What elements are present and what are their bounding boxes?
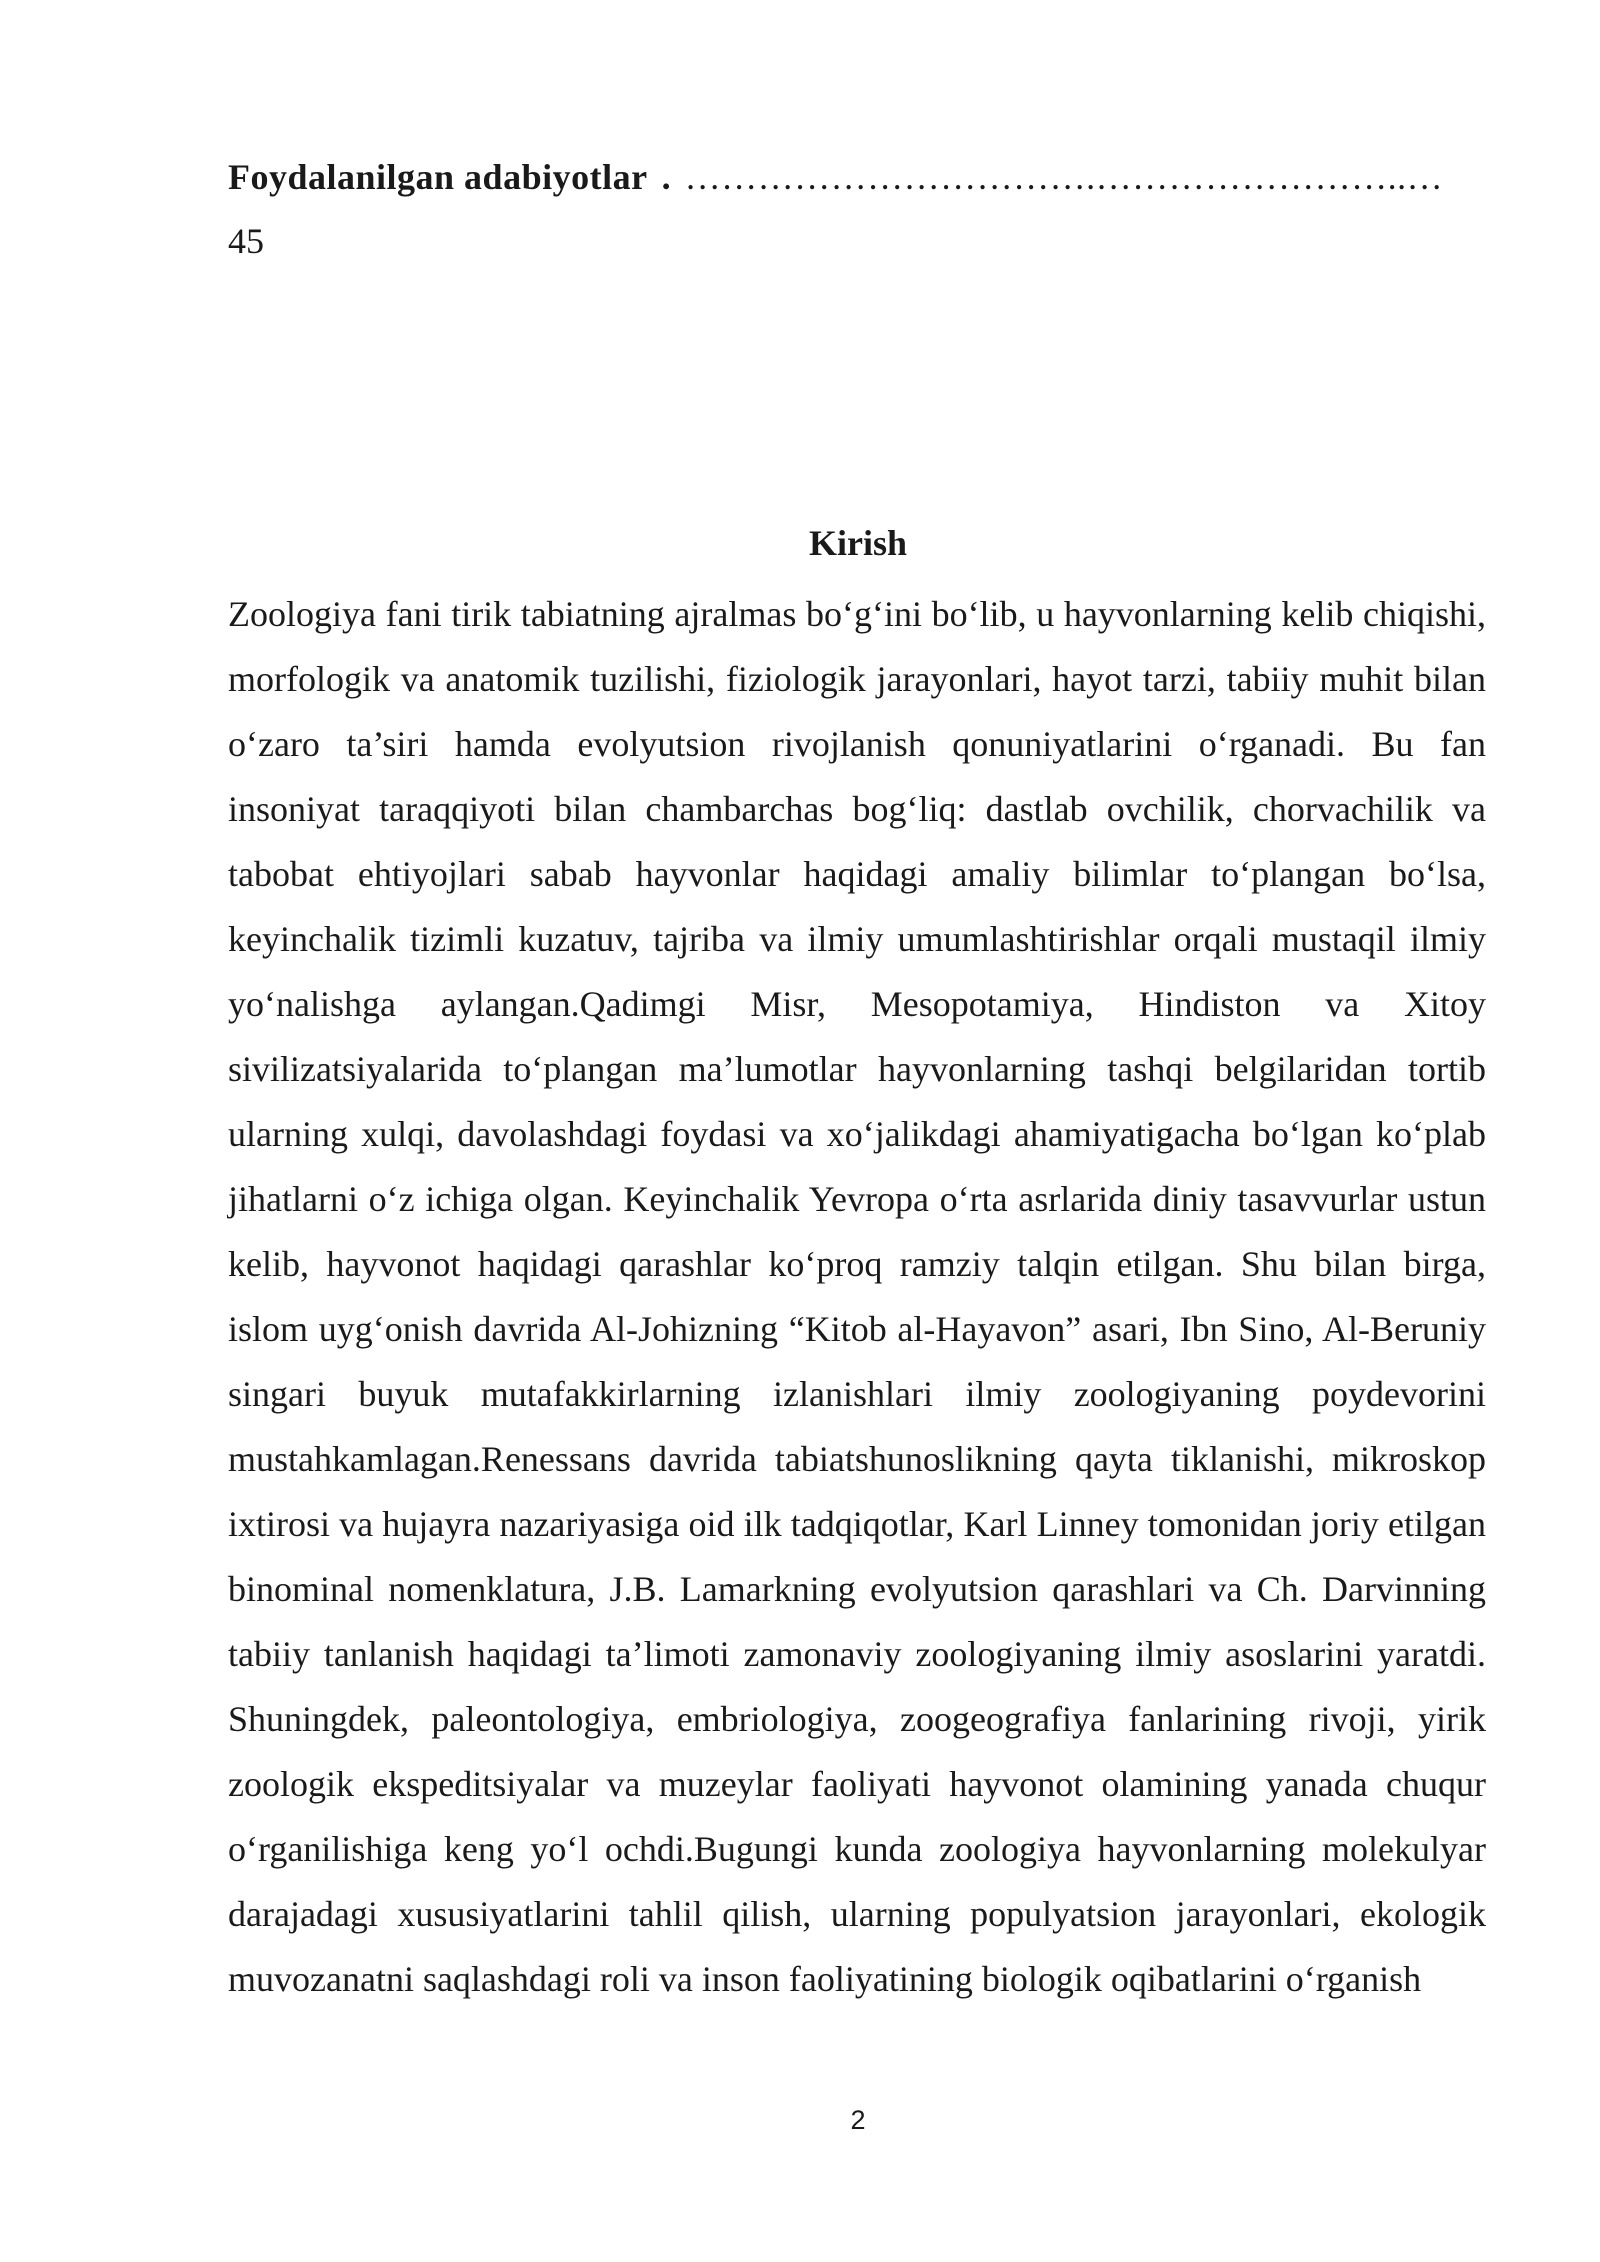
section-heading: Kirish xyxy=(808,523,907,563)
toc-entry-title: Foydalanilgan adabiyotlar xyxy=(228,157,648,197)
section-paragraph: Zoologiya fani tirik tabiatning ajralmas bo‘g‘ini bo‘lib, u hayvonlarning kelib chiqishi, morfologik va anatomik tuzilishi, fiziologik jarayonlari, hayot tarzi, tabiiy muhit bilan o‘zaro ta’siri hamda evolyutsion rivojlanish qonuniyatlarini o‘rganadi. Bu fan insoniyat taraqqiyoti bilan chambarchas bog‘liq: dastlab ovchilik, chorvachilik va tabobat ehtiyojlari sabab hayvonlar haqidagi amaliy bilimlar to‘plangan bo‘lsa, keyinchalik tizimli kuzatuv, tajriba va ilmiy umumlashtirishlar orqali mustaqil ilmiy yo‘nalishga aylangan.Qadimgi Misr, Mesopotamiya, Hindiston va Xitoy sivilizatsiyalarida to‘plangan ma’lumotlar hayvonlarning tashqi belgilaridan tortib ularning xulqi, davolashdagi foydasi va xo‘jalikdagi ahamiyatigacha bo‘lgan ko‘plab jihatlarni o‘z ichiga olgan. Keyinchalik Yevropa o‘rta asrlarida diniy tasavvurlar ustun kelib, hayvonot haqidagi qarashlar ko‘proq ramziy talqin etilgan. Shu bilan birga, islom uyg‘onish davrida Al-Johizning “Kitob al-Hayavon” asari, Ibn Sino, Al-Beruniy singari buyuk mutafakkirlarning izlanishlari ilmiy zoologiyaning poydevorini mustahkamlagan.Renessans davrida tabiatshunoslikning qayta tiklanishi, mikroskop ixtirosi va hujayra nazariyasiga oid ilk tadqiqotlar, Karl Linney tomonidan joriy etilgan binominal nomenklatura, J.B. Lamarkning evolyutsion qarashlari va Ch. Darvinning tabiiy tanlanish haqidagi ta’limoti zamonaviy zoologiyaning ilmiy asoslarini yaratdi. Shuningdek, paleontologiya, embriologiya, zoogeografiya fanlarining rivoji, yirik zoologik ekspeditsiyalar va muzeylar faoliyati hayvonot olamining yanada chuqur o‘rganilishiga keng yo‘l ochdi.Bugungi kunda zoologiya hayvonlarning molekulyar darajadagi xususiyatlarini tahlil qilish, ularning populyatsion jarayonlari, ekologik muvozanatni saqlashdagi roli va inson faoliyatining biologik oqibatlarini o‘rganish xyxy=(228,594,1486,1999)
toc-entry-page-number: 45 xyxy=(228,221,264,261)
toc-entry-separator: . xyxy=(661,157,671,197)
toc-entry-dot-leader: …………………………….……………………..… xyxy=(684,157,1444,197)
toc-entry xyxy=(228,150,1486,204)
page-number: 2 xyxy=(850,2105,866,2135)
